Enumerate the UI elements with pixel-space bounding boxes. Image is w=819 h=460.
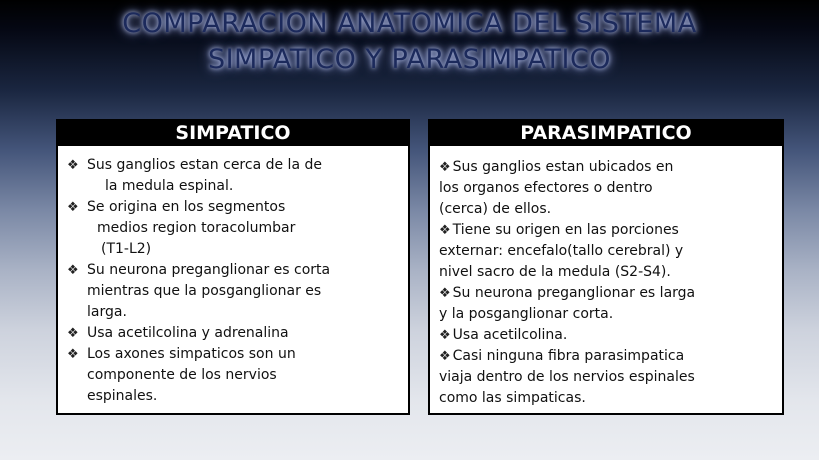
parasimpatico-item-line: y la posganglionar corta.	[439, 306, 614, 322]
four-diamond-bullet-icon: ❖	[439, 223, 451, 238]
parasimpatico-item	[439, 220, 774, 283]
four-diamond-bullet-icon: ❖	[67, 158, 79, 173]
parasimpatico-list	[430, 146, 782, 409]
parasimpatico-item-line: (cerca) de ellos.	[439, 201, 552, 217]
simpatico-panel	[56, 119, 410, 415]
simpatico-item	[67, 155, 400, 197]
parasimpatico-item-line: Sus ganglios estan ubicados en	[452, 159, 674, 175]
simpatico-item-line: (T1-L2)	[101, 241, 152, 257]
slide-title-line-1: COMPARACION ANATOMICA DEL SISTEMA	[122, 8, 697, 39]
simpatico-item	[67, 260, 400, 323]
parasimpatico-item-line: nivel sacro de la medula (S2-S4).	[439, 264, 671, 280]
parasimpatico-item-line: externar: encefalo(tallo cerebral) y	[439, 243, 684, 259]
parasimpatico-item-line: los organos efectores o dentro	[439, 180, 653, 196]
parasimpatico-item-line: Tiene su origen en las porciones	[452, 222, 679, 238]
simpatico-item-line: larga.	[87, 304, 127, 320]
simpatico-header: SIMPATICO	[58, 121, 408, 146]
simpatico-item	[67, 344, 400, 407]
four-diamond-bullet-icon: ❖	[439, 349, 451, 364]
simpatico-list	[58, 146, 408, 407]
parasimpatico-item	[439, 325, 774, 346]
slide-title	[0, 6, 819, 78]
four-diamond-bullet-icon: ❖	[67, 200, 79, 215]
simpatico-item-line: Su neurona preganglionar es corta	[87, 262, 331, 278]
simpatico-item-line: Sus ganglios estan cerca de la de	[87, 157, 322, 173]
parasimpatico-item-line: Usa acetilcolina.	[452, 327, 568, 343]
four-diamond-bullet-icon: ❖	[67, 263, 79, 278]
four-diamond-bullet-icon: ❖	[67, 347, 79, 362]
simpatico-item-line: espinales.	[87, 388, 158, 404]
parasimpatico-item-line: Su neurona preganglionar es larga	[452, 285, 696, 301]
simpatico-item-line: Los axones simpaticos son un	[87, 346, 296, 362]
four-diamond-bullet-icon: ❖	[67, 326, 79, 341]
parasimpatico-header: PARASIMPATICO	[430, 121, 782, 146]
parasimpatico-item	[439, 283, 774, 325]
simpatico-item-line: Se origina en los segmentos	[87, 199, 286, 215]
simpatico-item-line: la medula espinal.	[105, 178, 234, 194]
parasimpatico-item-line: viaja dentro de los nervios espinales	[439, 369, 695, 385]
simpatico-item-line: mientras que la posganglionar es	[87, 283, 322, 299]
parasimpatico-item-line: Casi ninguna fibra parasimpatica	[452, 348, 685, 364]
simpatico-item-line: medios region toracolumbar	[97, 220, 296, 236]
simpatico-item	[67, 197, 400, 260]
four-diamond-bullet-icon: ❖	[439, 160, 451, 175]
slide-title-line-2: SIMPATICO Y PARASIMPATICO	[207, 44, 612, 75]
simpatico-item	[67, 323, 400, 344]
simpatico-item-line: componente de los nervios	[87, 367, 277, 383]
four-diamond-bullet-icon: ❖	[439, 328, 451, 343]
simpatico-item-line: Usa acetilcolina y adrenalina	[87, 325, 289, 341]
parasimpatico-item	[439, 346, 774, 409]
parasimpatico-panel	[428, 119, 784, 415]
parasimpatico-item	[439, 157, 774, 220]
parasimpatico-item-line: como las simpaticas.	[439, 390, 586, 406]
four-diamond-bullet-icon: ❖	[439, 286, 451, 301]
